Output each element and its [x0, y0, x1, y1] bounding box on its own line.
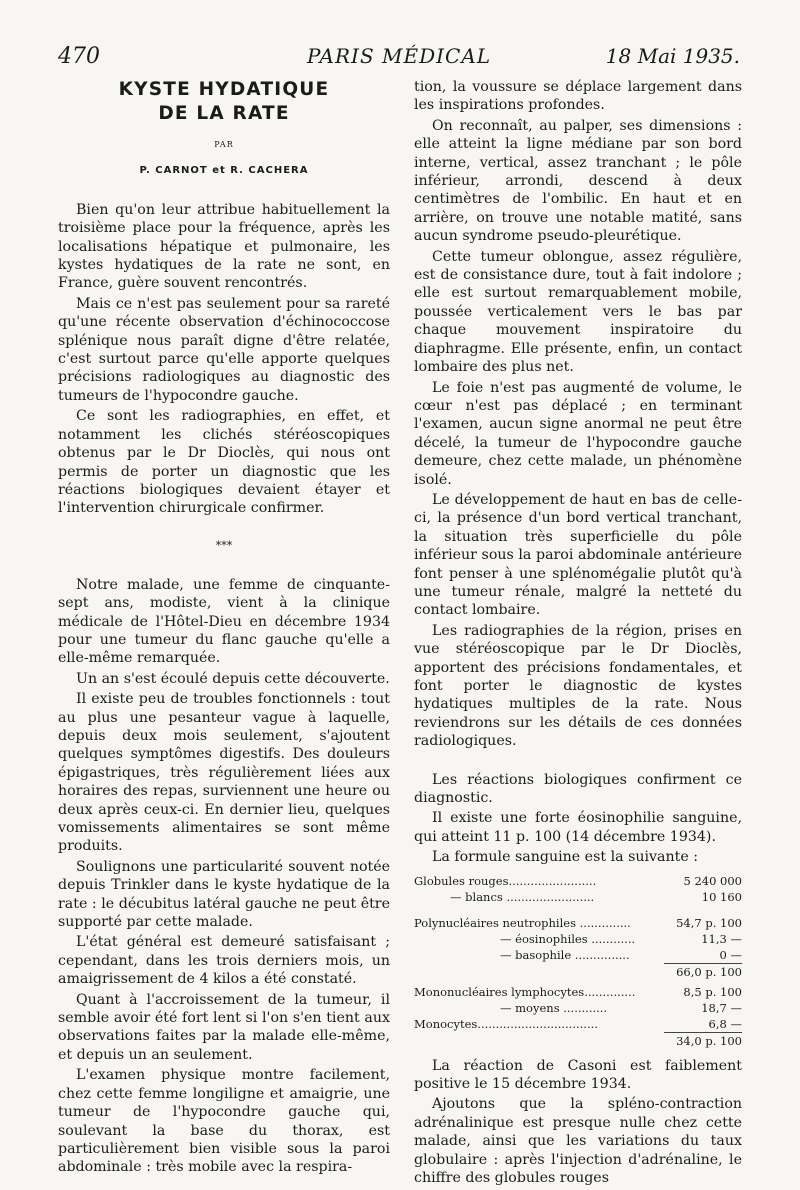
issue-date: 18 Mai 1935. — [605, 44, 740, 68]
paragraph: On reconnaît, au palper, ses dimensions : elle atteint la ligne médiane par son bord interne, vertical, assez tranchant ; le pôle inférieur, arrondi, descend à deux centimètres de l'ombilic. En haut et en arrière, on trouve une notable matité, sans aucun syndrome pseudo-pleurétique. — [414, 117, 742, 245]
paragraph: Les radiographies de la région, prises en vue stéréoscopique par le Dr Dioclès, apportent des précisions fondamentales, et font porter le diagnostic de kystes hydatiques multiples de la rate. Nous reviendrons sur les détails de ces données radiologiques. — [414, 622, 742, 750]
table-row — [414, 889, 742, 905]
table-row — [414, 873, 742, 889]
paragraph: Il existe peu de troubles fonctionnels : tout au plus une pesanteur vague à laquelle, depuis deux mois seulement, s'ajoutent quelques symptômes digestifs. Des douleurs épigastriques, très régulièrement liées aux horaires des repas, surviennent une heure ou deux après ceux-ci. En dernier lieu, quelques vomissements alimentaires se sont même produits. — [58, 691, 390, 855]
row-label: Globules rouges........................ — [414, 873, 597, 888]
paragraph: Ajoutons que la spléno-contraction adrénalinique est presque nulle chez cette malade, ainsi que les variations du taux globulaire : après l'injection d'adrénaline, le chiffre des globules rouges — [414, 1096, 742, 1187]
row-label: Polynucléaires neutrophiles .............. — [414, 915, 631, 930]
row-value: 18,7 — — [701, 1000, 742, 1015]
row-label — [414, 963, 664, 984]
blood-formula-table — [414, 873, 742, 1053]
article-title — [58, 78, 390, 126]
title-line-2: DE LA RATE — [158, 103, 290, 124]
table-row — [414, 915, 742, 931]
paragraph: La réaction de Casoni est faiblement positive le 15 décembre 1934. — [414, 1057, 742, 1093]
byline-par: PAR — [214, 140, 234, 149]
row-value: 0 — — [719, 947, 742, 962]
row-label: — blancs ........................ — [450, 889, 595, 904]
paragraph: Le développement de haut en bas de celle-ci, la présence d'un bord vertical tranchant, la situation très superficielle du pôle inférieur sous la paroi abdominale antérieure font penser à une splénomégalie plutôt qu'à une tumeur rénale, malgré la netteté du contact lombaire. — [414, 491, 742, 619]
page-number: 470 — [58, 44, 100, 69]
table-total-row — [414, 963, 742, 984]
section-gap — [414, 753, 742, 771]
row-total: 34,0 p. 100 — [664, 1032, 742, 1053]
table-total-row — [414, 1032, 742, 1053]
row-value: 11,3 — — [701, 931, 742, 946]
row-value: 6,8 — — [708, 1016, 742, 1031]
running-header — [58, 44, 740, 74]
row-label: — éosinophiles ............ — [500, 931, 636, 946]
row-label: — moyens ............ — [500, 1000, 608, 1015]
row-value: 10 160 — [701, 889, 742, 904]
right-column — [414, 78, 742, 1190]
paragraph: Le foie n'est pas augmenté de volume, le cœur n'est pas déplacé ; en terminant l'examen, aucun signe anormal ne peut être décelé, la tumeur de l'hypocondre gauche demeure, chez cette malade, un phénomène isolé. — [414, 379, 742, 488]
row-label: Monocytes................................. — [414, 1017, 598, 1032]
paragraph: Bien qu'on leur attribue habituellement la troisième place pour la fréquence, après les localisations hépatique et pulmonaire, les kystes hydatiques de la rate ne sont, en France, guère souvent rencontrés. — [58, 201, 390, 292]
title-line-1: KYSTE HYDATIQUE — [118, 79, 330, 100]
paragraph: Cette tumeur oblongue, assez régulière, est de consistance dure, tout à fait indolore ; elle est surtout remarquablement mobile, poussée verticalement vers le bas par chaque mouvement inspiratoire du diaphragme. Elle présente, enfin, un contact lombaire des plus net. — [414, 248, 742, 376]
paragraph: Soulignons une particularité souvent notée depuis Trinkler dans le kyste hydatique de la rate : le décubitus latéral gauche ne peut être supporté par cette malade. — [58, 858, 390, 931]
paragraph: Il existe une forte éosinophilie sanguine, qui atteint 11 p. 100 (14 décembre 1934). — [414, 810, 742, 845]
paragraph: Un an s'est écoulé depuis cette découverte. — [76, 670, 390, 687]
authors: P. CARNOT et R. CACHERA — [139, 165, 309, 177]
paragraph: Les réactions biologiques confirment ce diagnostic. — [414, 771, 742, 807]
row-label: Mononucléaires lymphocytes.............. — [414, 984, 636, 999]
asterism: *** — [215, 538, 233, 552]
paragraph: La formule sanguine est la suivante : — [432, 849, 699, 866]
left-column — [58, 78, 390, 1179]
row-total: 66,0 p. 100 — [664, 963, 742, 984]
table-spacer — [414, 905, 742, 915]
row-value: 8,5 p. 100 — [683, 984, 742, 999]
table-row — [414, 947, 742, 964]
paragraph: Mais ce n'est pas seulement pour sa rareté qu'une récente observation d'échinococcose splénique nous paraît digne d'être relatée, c'est surtout parce qu'elle apporte quelques précisions radiologiques au diagnostic des tumeurs de l'hypocondre gauche. — [58, 295, 390, 404]
row-value: 54,7 p. 100 — [676, 915, 742, 930]
table-row — [414, 984, 742, 1000]
paragraph: Ce sont les radiographies, en effet, et notamment les clichés stéréoscopiques obtenus par le Dr Dioclès, qui nous ont permis de porter un diagnostic que les réactions biologiques devaient étayer et l'intervention chirurgicale confirmer. — [58, 408, 390, 517]
row-value: 5 240 000 — [683, 873, 742, 888]
paragraph: L'examen physique montre facilement, chez cette femme longiligne et amaigrie, une tumeur de l'hypocondre gauche qui, soulevant la base du thorax, est particulièrement bien visible sous la paroi abdominale : très mobile avec la respira- — [58, 1067, 390, 1176]
journal-title: PARIS MÉDICAL — [306, 44, 492, 68]
paragraph: L'état général est demeuré satisfaisant ; cependant, dans les trois derniers mois, un amaigrissement de 4 kilos a été constaté. — [58, 934, 390, 988]
row-label — [414, 1032, 664, 1053]
paragraph: tion, la voussure se déplace largement dans les inspirations profondes. — [414, 79, 742, 114]
table-row — [414, 1000, 742, 1016]
table-row — [414, 1016, 742, 1033]
table-row — [414, 931, 742, 947]
paragraph: Quant à l'accroissement de la tumeur, il semble avoir été fort lent si l'on s'en tient aux observations faites par la malade elle-même, et depuis un an seulement. — [58, 991, 390, 1063]
paragraph: Notre malade, une femme de cinquante-sept ans, modiste, vient à la clinique médicale de l'Hôtel-Dieu en décembre 1934 pour une tumeur du flanc gauche qu'elle a elle-même remarquée. — [58, 576, 390, 667]
row-label: — basophile ............... — [500, 948, 630, 963]
